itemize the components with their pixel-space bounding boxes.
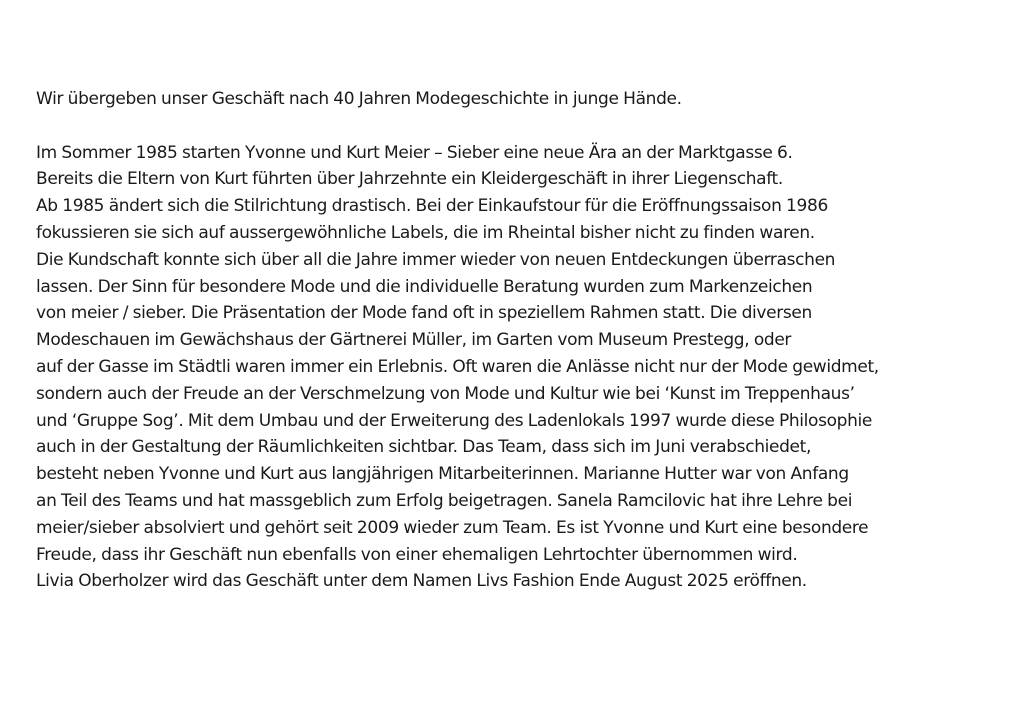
body-line: lassen. Der Sinn für besondere Mode und die individuelle Beratung wurden zum Markenzeichen xyxy=(36,276,813,297)
paragraph-gap xyxy=(36,113,1011,140)
body-line: Bereits die Eltern von Kurt führten über Jahrzehnte ein Kleidergeschäft in ihrer Liegenschaft. xyxy=(36,169,783,190)
body-line: Im Sommer 1985 starten Yvonne und Kurt Meier – Sieber eine neue Ära an der Marktgasse 6. xyxy=(36,142,793,163)
body-line: von meier / sieber. Die Präsentation der Mode fand oft in speziellem Rahmen statt. Die diversen xyxy=(36,303,812,324)
body-line: sondern auch der Freude an der Verschmelzung von Mode und Kultur wie bei ‘Kunst im Treppenhaus’ xyxy=(36,383,855,404)
body-line: Die Kundschaft konnte sich über all die Jahre immer wieder von neuen Entdeckungen überraschen xyxy=(36,249,836,270)
body-line: Livia Oberholzer wird das Geschäft unter dem Namen Livs Fashion Ende August 2025 eröffnen. xyxy=(36,571,807,592)
body-line: fokussieren sie sich auf aussergewöhnliche Labels, die im Rheintal bisher nicht zu finden waren. xyxy=(36,222,815,243)
body-line: Modeschauen im Gewächshaus der Gärtnerei Müller, im Garten vom Museum Prestegg, oder xyxy=(36,330,792,351)
document-text xyxy=(36,86,1011,595)
intro-line: Wir übergeben unser Geschäft nach 40 Jahren Modegeschichte in junge Hände. xyxy=(36,89,682,109)
body-line: Ab 1985 ändert sich die Stilrichtung drastisch. Bei der Einkaufstour für die Eröffnungssaison 1986 xyxy=(36,196,828,217)
body-line: und ‘Gruppe Sog’. Mit dem Umbau und der Erweiterung des Ladenlokals 1997 wurde diese Philosophie xyxy=(36,410,873,431)
body-line: besteht neben Yvonne und Kurt aus langjährigen Mitarbeiterinnen. Marianne Hutter war von Anfang xyxy=(36,464,849,485)
body-line: auch in der Gestaltung der Räumlichkeiten sichtbar. Das Team, dass sich im Juni verabschiedet, xyxy=(36,437,812,458)
body-line: an Teil des Teams und hat massgeblich zum Erfolg beigetragen. Sanela Ramcilovic hat ihre Lehre bei xyxy=(36,490,853,511)
body-line: Freude, dass ihr Geschäft nun ebenfalls von einer ehemaligen Lehrtochter übernommen wird. xyxy=(36,544,798,565)
body-line: meier/sieber absolviert und gehört seit 2009 wieder zum Team. Es ist Yvonne und Kurt eine besondere xyxy=(36,517,869,538)
body-line: auf der Gasse im Städtli waren immer ein Erlebnis. Oft waren die Anlässe nicht nur der Mode gewidmet, xyxy=(36,356,879,377)
